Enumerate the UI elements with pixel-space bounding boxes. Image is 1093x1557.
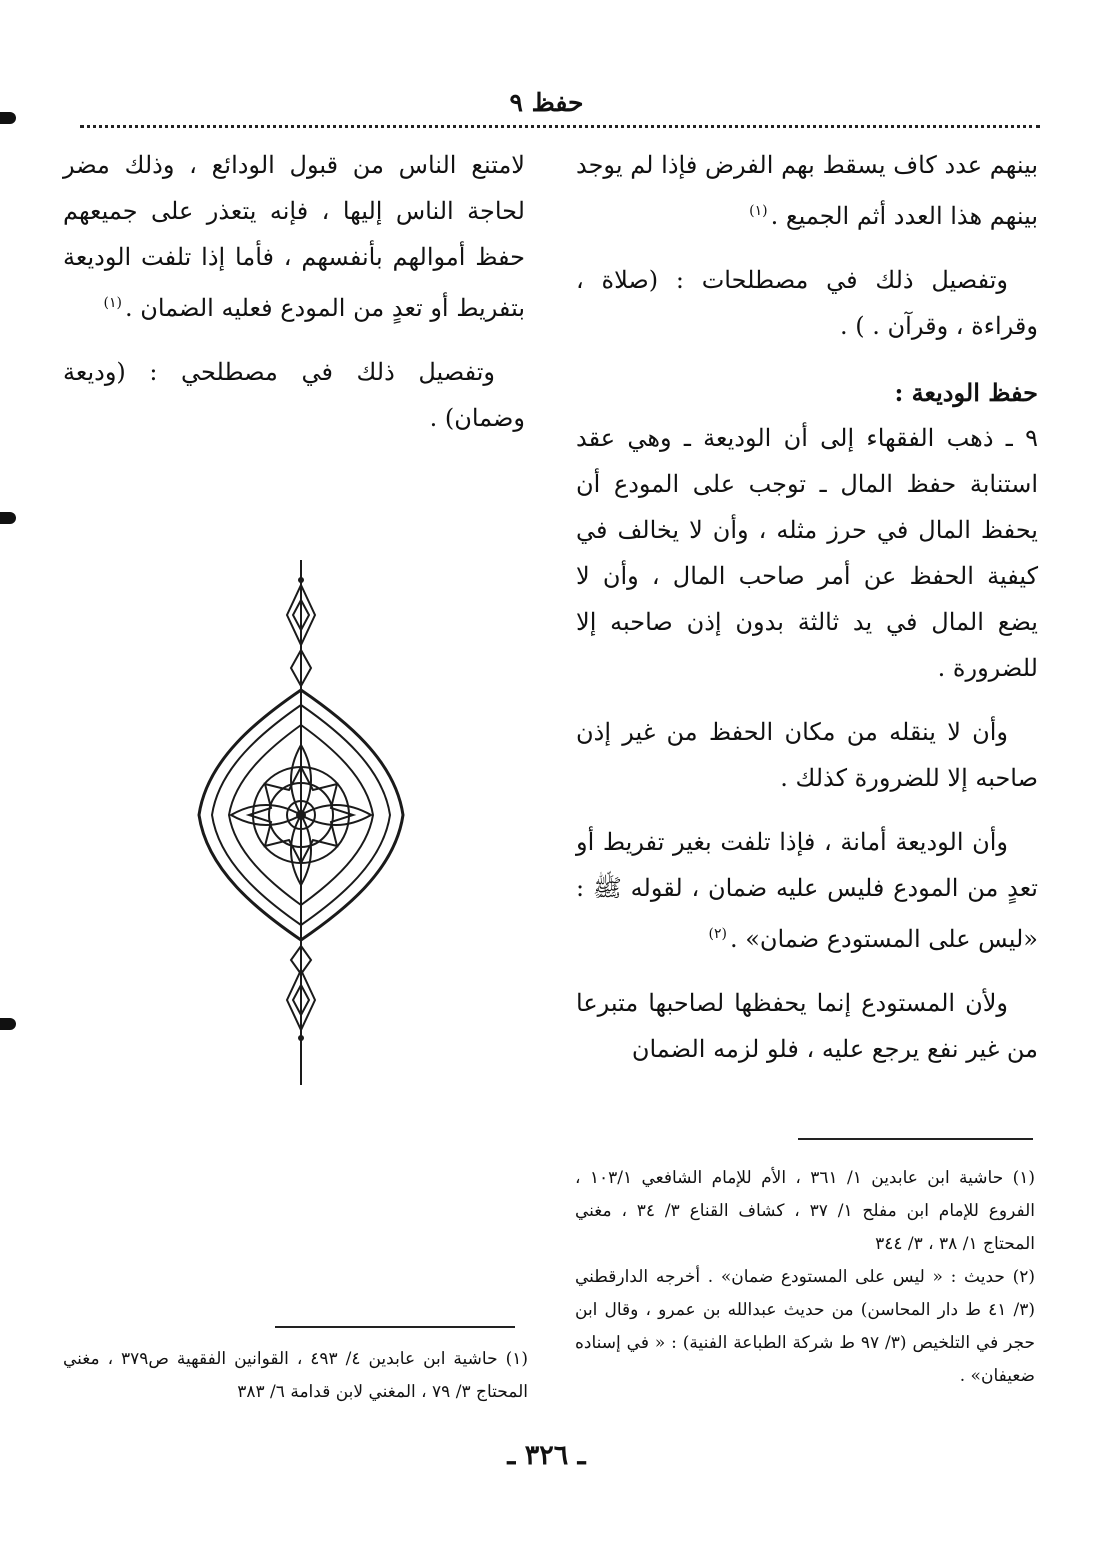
left-paragraph-2: وتفصيل ذلك في مصطلحي : (وديعة وضمان) . [63,358,525,432]
left-column [63,142,525,459]
footnote-item: (١) حاشية ابن عابدين ١/ ٣٦١ ، الأم للإمام الشافعي ١٠٣/١ ، الفروع للإمام ابن مفلح ١/ ٣٧ ، كشاف القناع ٣/ ٣٤ ، مغني المحتاج ١/ ٣٨ ، ٣/ ٣٤٤ [575,1168,1036,1254]
footnote-ref[interactable]: (١) [103,295,122,311]
section-heading: حفظ الوديعة : [894,378,1038,407]
edge-mark [0,1018,16,1030]
right-paragraph-2: وتفصيل ذلك في مصطلحات : (صلاة ، وقراءة ، وقرآن . ) . [576,266,1038,340]
right-footnotes [575,1162,1035,1393]
edge-mark [0,512,16,524]
header-dotted-rule [80,125,1040,128]
page-number: ـ ٣٢٦ ـ [507,1440,586,1471]
footnote-separator [275,1326,515,1328]
footnote-ref[interactable]: (٢) [708,926,727,942]
right-paragraph-5 [576,819,1038,962]
left-paragraph-1-text: لامتنع الناس من قبول الودائع ، وذلك مضر لحاجة الناس إليها ، فإنه يتعذر على جميعهم حفظ أموالهم بأنفسهم ، فأما إذا تلفت الوديعة بتفريط أو تعدٍ من المودع فعليه الضمان . [63,151,525,322]
right-paragraph-4: وأن لا ينقله من مكان الحفظ من غير إذن صاحبه إلا للضرورة كذلك . [576,718,1038,792]
page-header-title: حفظ ٩ [509,88,584,117]
footnote-separator [798,1138,1033,1140]
footnote-ref[interactable]: (١) [749,203,768,219]
right-paragraph-1 [576,142,1038,239]
left-paragraph-1 [63,142,525,331]
right-paragraph-5-text: وأن الوديعة أمانة ، فإذا تلفت بغير تفريط أو تعدٍ من المودع فليس عليه ضمان ، لقوله ﷺ : «ليس على المستودع ضمان» . [576,828,1038,953]
footnote-item: (١) حاشية ابن عابدين ٤/ ٤٩٣ ، القوانين الفقهية ص٣٧٩ ، مغني المحتاج ٣/ ٧٩ ، المغني لابن قدامة ٦/ ٣٨٣ [63,1349,528,1402]
footnote-item: (٢) حديث : « ليس على المستودع ضمان» . أخرجه الدارقطني (٣/ ٤١ ط دار المحاسن) من حديث عبدالله بن عمرو ، وقال ابن حجر في التلخيص (٣/ ٩٧ ط شركة الطباعة الفنية) : « في إسناده ضعيفان» . [575,1267,1036,1386]
left-footnotes [63,1343,528,1409]
right-paragraph-3: ٩ ـ ذهب الفقهاء إلى أن الوديعة ـ وهي عقد استنابة حفظ المال ـ توجب على المودع أن يحفظ المال في حرز مثله ، وأن لا يخالف في كيفية الحفظ عن أمر صاحب المال ، وأن لا يضع المال في يد ثالثة بدون إذن صاحبه إلا للضرورة . [576,424,1038,682]
right-paragraph-6: ولأن المستودع إنما يحفظها لصاحبها متبرعا من غير نفع يرجع عليه ، فلو لزمه الضمان [576,989,1038,1063]
right-column [576,142,1038,1090]
right-paragraph-1-text: بينهم عدد كاف يسقط بهم الفرض فإذا لم يوجد بينهم هذا العدد أثم الجميع . [576,151,1038,230]
arabesque-ornament-icon [195,560,407,1085]
